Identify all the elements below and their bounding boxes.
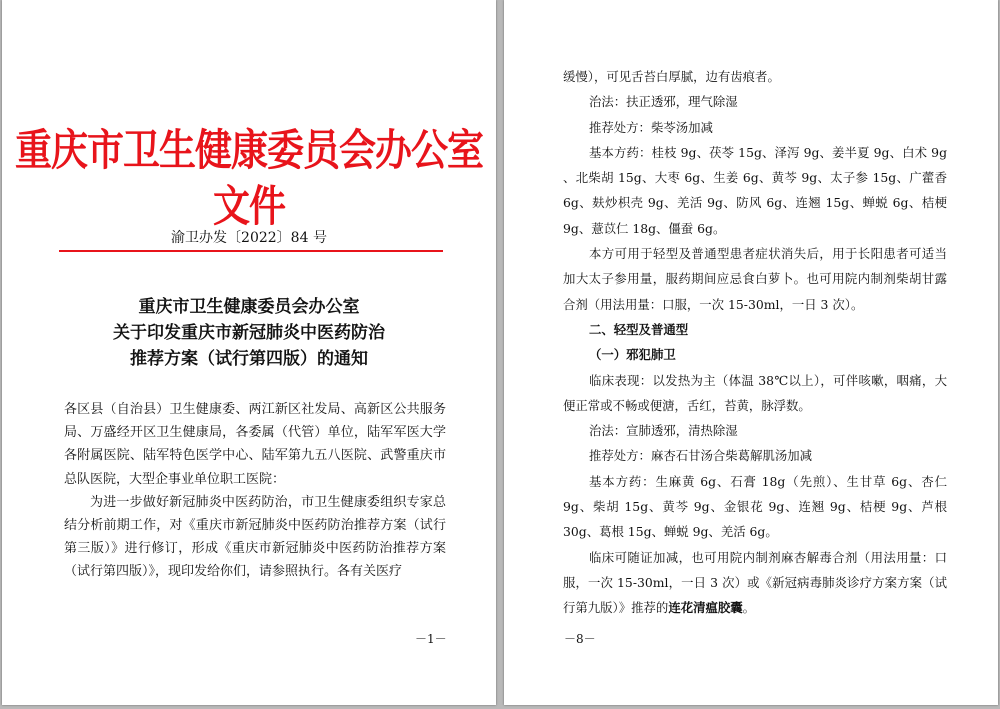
treatment-method-2: 治法：宣肺透邪，清热除湿 [589,423,738,439]
red-header-title: 重庆市卫生健康委员会办公室文件 [15,124,483,232]
body-paragraph: 为进一步做好新冠肺炎中医药防治，市卫生健康委组织专家总结分析前期工作，对《重庆市新冠肺炎中医药防治推荐方案（试行第三版）》进行修订，形成《重庆市新冠肺炎中医药防治推荐方案（试行第四版）》，现印发给你们，请参照执行。各有关医疗 [64,494,446,580]
right-body-text [563,64,947,621]
usage-note-2-end: 。 [742,600,756,616]
notice-title-line-1: 重庆市卫生健康委员会办公室 [138,297,360,317]
continuation-paragraph: 缓慢），可见舌苔白厚腻，边有齿痕者。 [563,69,780,84]
usage-note-2-text: 临床可随证加减，也可用院内制剂麻杏解毒合剂（用法用量：口服，一次 15-30ml，一日 3 次）或《新冠病毒肺炎诊疗方案方案（试行第九版）》推荐的 [563,549,947,616]
notice-title-line-2: 关于印发重庆市新冠肺炎中医药防治 [113,323,385,343]
left-body-text [64,398,446,584]
clinical-manifestation: 临床表现：以发热为主（体温 38℃以上），可伴咳嗽，咽痛，大便正常或不畅或便溏，舌红，苔黄，脉浮数。 [563,372,947,413]
subsection-heading-1: （一）邪犯肺卫 [589,347,676,363]
document-number: 渝卫办发〔2022〕84 号 [171,230,327,246]
basic-herbs-2: 基本方药：生麻黄 6g、石膏 18g（先煎）、生甘草 6g、杏仁 9g、柴胡 15g、黄芩 9g、金银花 9g、连翘 9g、桔梗 9g、芦根 30g、葛根 15g、蝉蜕 9g、羌活 6g。 [563,473,947,540]
recommended-prescription-2: 推荐处方：麻杏石甘汤合柴葛解肌汤加减 [589,448,813,464]
usage-note-2 [563,545,947,621]
left-page [2,0,496,705]
section-heading-2: 二、轻型及普通型 [589,321,689,337]
page-number-left: －1－ [415,632,447,646]
notice-title-line-3: 推荐方案（试行第四版）的通知 [130,349,368,369]
notice-title [2,294,496,372]
lianhua-qingwen-highlight: 连花清瘟胶囊 [668,600,743,616]
recommended-prescription-1: 推荐处方：柴苓汤加减 [589,119,713,135]
treatment-method-1: 治法：扶正透邪，理气除湿 [589,94,738,110]
recipients-paragraph: 各区县（自治县）卫生健康委、两江新区社发局、高新区公共服务局、万盛经开区卫生健康局，各委属（代管）单位，陆军军医大学各附属医院、陆军特色医学中心、陆军第九五八医院、武警重庆市总队医院，大型企事业单位职工医院： [64,402,446,487]
red-divider-line [59,250,443,252]
right-page [504,0,998,705]
basic-herbs-1: 基本方药：桂枝 9g、茯苓 15g、泽泻 9g、姜半夏 9g、白术 9g 、北柴胡 15g、大枣 6g、生姜 6g、黄芩 9g、太子参 15g、广藿香 6g、麸炒枳壳 9g、羌活 9g、防风 6g、连翘 15g、蝉蜕 6g、桔梗 9g、薏苡仁 18g、僵蚕 6g。 [563,144,947,236]
page-number-right: －8－ [564,632,596,646]
usage-note-1: 本方可用于轻型及普通型患者症状消失后，用于长阳患者可适当加大太子参用量，服药期间应忌食白萝卜。也可用院内制剂柴胡甘露合剂（用法用量：口服，一次 15-30ml，一日 3 次）。 [563,246,947,312]
